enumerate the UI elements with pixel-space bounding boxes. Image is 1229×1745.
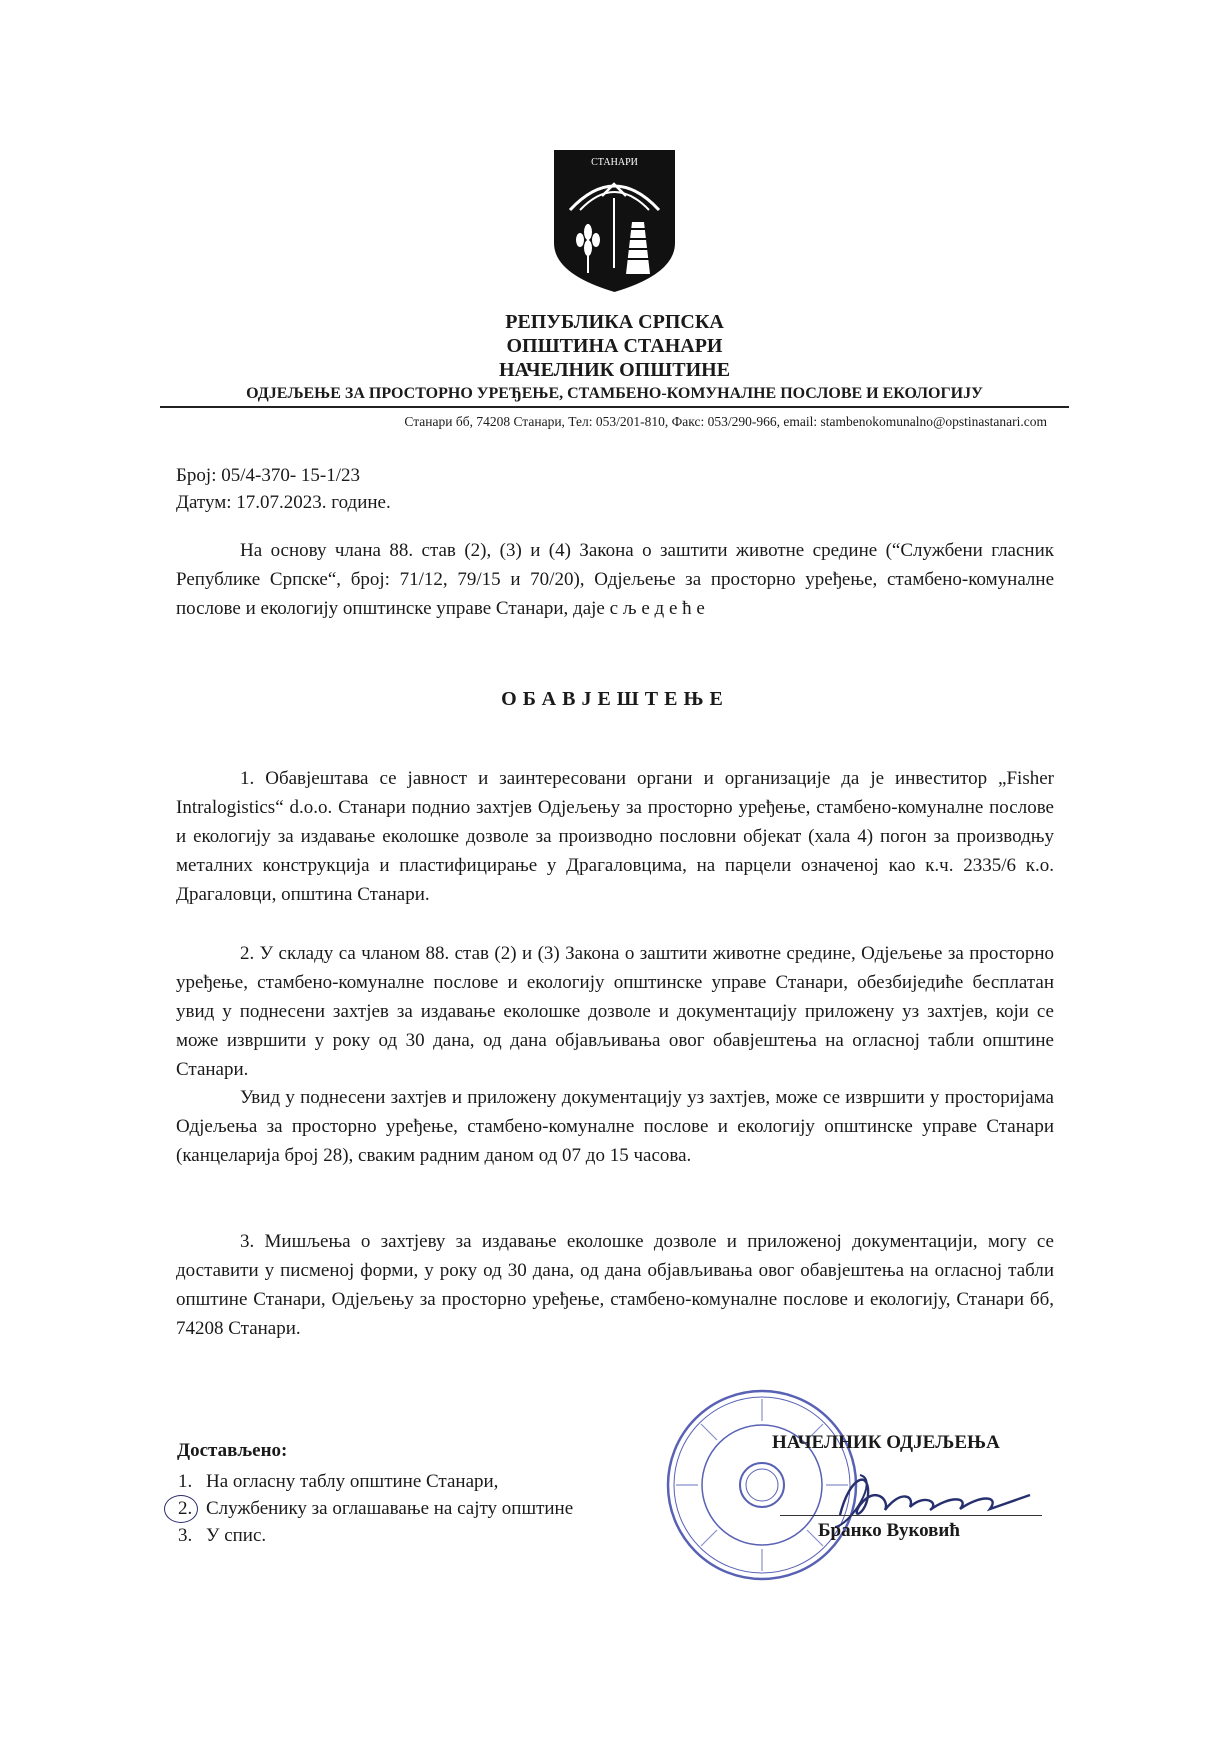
handwritten-circle-mark	[164, 1495, 198, 1523]
letterhead-mayor: НАЧЕЛНИК ОПШТИНЕ	[498, 359, 731, 381]
signatory-name: Бранко Вуковић	[818, 1520, 960, 1541]
letterhead-municipality: ОПШТИНА СТАНАРИ	[506, 335, 723, 357]
delivery-item: 2. Службенику за оглашавање на сајту општине	[178, 1498, 574, 1519]
document-letterhead	[160, 310, 1069, 431]
paragraph-1: 1. Обавјештава се јавност и заинтересовани органи и организације да је инвеститор „Fisher Intralogistics“ d.o.o. Станари поднио захтјев Одјељењу за просторно уређење, стамбено-комуналне послове и екологију за издавање еколошке дозволе за производно пословни објекат (хала 4) погон за производњу металних конструкција и пластифицирање у Драгаловцима, на парцели означеној као к.ч. 2335/6 к.о. Драгаловци, општина Станари.	[176, 768, 1054, 905]
letterhead-republic: РЕПУБЛИКА СРПСКА	[505, 311, 724, 333]
signatory-title: НАЧЕЛНИК ОДЈЕЉЕЊА	[772, 1432, 1000, 1453]
intro-paragraph: На основу члана 88. став (2), (3) и (4) Закона о заштити животне средине (“Службени гласник Републике Српске“, број: 71/12, 79/15 и 70/20), Одјељење за просторно уређење, стамбено-комуналне послове и екологију општинске управе Станари, даје с љ е д е ћ е	[176, 540, 1054, 619]
document-number: Број: 05/4-370- 15-1/23	[176, 465, 361, 486]
municipality-crest-logo	[552, 148, 677, 294]
paragraph-3: Увид у поднесени захтјев и приложену документацију уз захтјев, може се извршити у просторијама Одјељења за просторно уређење, стамбено-комуналне послове и екологију општинске управе Станари (канцеларија број 28), сваким радним даном од 07 до 15 часова.	[176, 1087, 1054, 1166]
document-date: Датум: 17.07.2023. године.	[176, 492, 391, 513]
delivery-list	[178, 1468, 573, 1549]
delivery-item: 3. У спис.	[178, 1525, 267, 1546]
paragraph-2: 2. У складу са чланом 88. став (2) и (3) Закона о заштити животне средине, Одјељење за просторно уређење, стамбено-комуналне послове и екологију општинске управе Станари, обезбиједиће бесплатан увид у поднесени захтјев за издавање еколошке дозволе и документацију приложену уз захтјев, који се може извршити у року од 30 дана, од дана објављивања овог обавјештења на огласној табли општине Станари.	[176, 943, 1054, 1080]
crest-town-label: СТАНАРИ	[591, 157, 638, 168]
letterhead-contact: Станари бб, 74208 Станари, Тел: 053/201-810, Факс: 053/290-966, email: stambenokomunalno@opstinastanari.com	[404, 414, 1047, 429]
delivery-item: 1. На огласну таблу општине Станари,	[178, 1471, 499, 1492]
letterhead-department: ОДЈЕЉЕЊЕ ЗА ПРОСТОРНО УРЕЂЕЊЕ, СТАМБЕНО-КОМУНАЛНЕ ПОСЛОВЕ И ЕКОЛОГИЈУ	[160, 384, 1069, 408]
document-title: ОБАВЈЕШТЕЊЕ	[501, 688, 729, 710]
document-reference	[176, 462, 391, 516]
delivery-title: Достављено:	[177, 1440, 288, 1461]
paragraph-4: 3. Мишљења о захтјеву за издавање еколошке дозволе и приложеној документацији, могу се доставити у писменој форми, у року од 30 дана, од дана објављивања овог обавјештења на огласној табли општине Станари, Одјељењу за просторно уређење, стамбено-комуналне послове и екологију, Станари бб, 74208 Станари.	[176, 1231, 1054, 1339]
signature-line	[780, 1515, 1042, 1516]
